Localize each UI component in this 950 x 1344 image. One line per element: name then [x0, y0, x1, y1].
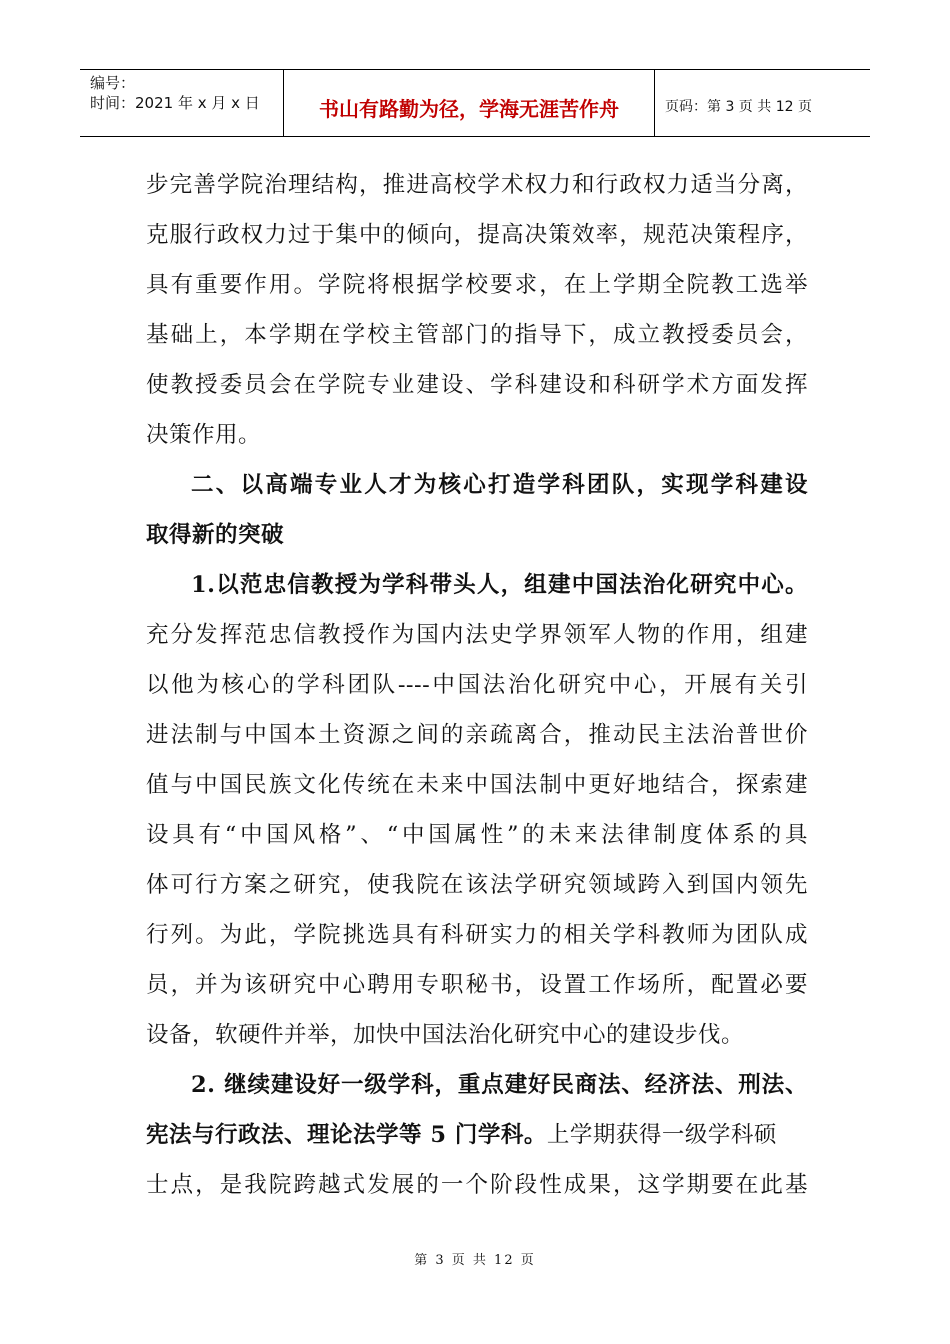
body-line: 设具有“中国风格”、“中国属性”的未来法律制度体系的具 [146, 822, 808, 848]
section-heading: 二、以高端专业人才为核心打造学科团队，实现学科建设 [191, 472, 808, 498]
body-line: 具有重要作用。学院将根据学校要求，在上学期全院教工选举 [146, 272, 808, 298]
body-line: 行列。为此，学院挑选具有科研实力的相关学科教师为团队成 [146, 922, 808, 948]
body-line: 值与中国民族文化传统在未来中国法制中更好地结合，探索建 [146, 772, 808, 798]
mixed-line [146, 1118, 808, 1152]
body-line: 基础上，本学期在学校主管部门的指导下，成立教授委员会， [146, 322, 808, 348]
body-line: 以他为核心的学科团队----中国法治化研究中心，开展有关引 [146, 672, 808, 698]
body-line: 员，并为该研究中心聘用专职秘书，设置工作场所，配置必要 [146, 972, 808, 998]
subsection-heading: 1.以范忠信教授为学科带头人，组建中国法治化研究中心。 [191, 572, 808, 598]
body-text-inline: 上学期获得一级学科硕 [546, 1122, 777, 1148]
document-number-label: 编号： [90, 74, 136, 92]
body-line: 决策作用。 [146, 422, 262, 448]
subsection-heading: 2. 继续建设好一级学科，重点建好民商法、经济法、刑法、 [191, 1072, 808, 1098]
header-motto: 书山有路勤为径，学海无涯苦作舟 [319, 97, 619, 121]
body-line: 克服行政权力过于集中的倾向，提高决策效率，规范决策程序， [146, 222, 808, 248]
header-page-number: 页码：第 3 页 共 12 页 [665, 99, 812, 115]
body-line: 步完善学院治理结构，推进高校学术权力和行政权力适当分离， [146, 172, 808, 198]
body-line: 设备，软硬件并举，加快中国法治化研究中心的建设步伐。 [146, 1022, 745, 1048]
subsection-heading-continuation: 宪法与行政法、理论法学等 5 门学科。 [146, 1122, 547, 1148]
body-line: 使教授委员会在学院专业建设、学科建设和科研学术方面发挥 [146, 372, 808, 398]
body-line: 充分发挥范忠信教授作为国内法史学界领军人物的作用，组建 [146, 622, 808, 648]
body-line: 士点，是我院跨越式发展的一个阶段性成果，这学期要在此基 [146, 1172, 808, 1198]
body-line: 进法制与中国本土资源之间的亲疏离合，推动民主法治普世价 [146, 722, 808, 748]
section-heading-continuation: 取得新的突破 [146, 522, 285, 548]
page-footer: 第 3 页 共 12 页 [414, 1253, 536, 1268]
body-line: 体可行方案之研究，使我院在该法学研究领域跨入到国内领先 [146, 872, 808, 898]
document-date-label: 时间：2021 年 x 月 x 日 [90, 94, 260, 112]
